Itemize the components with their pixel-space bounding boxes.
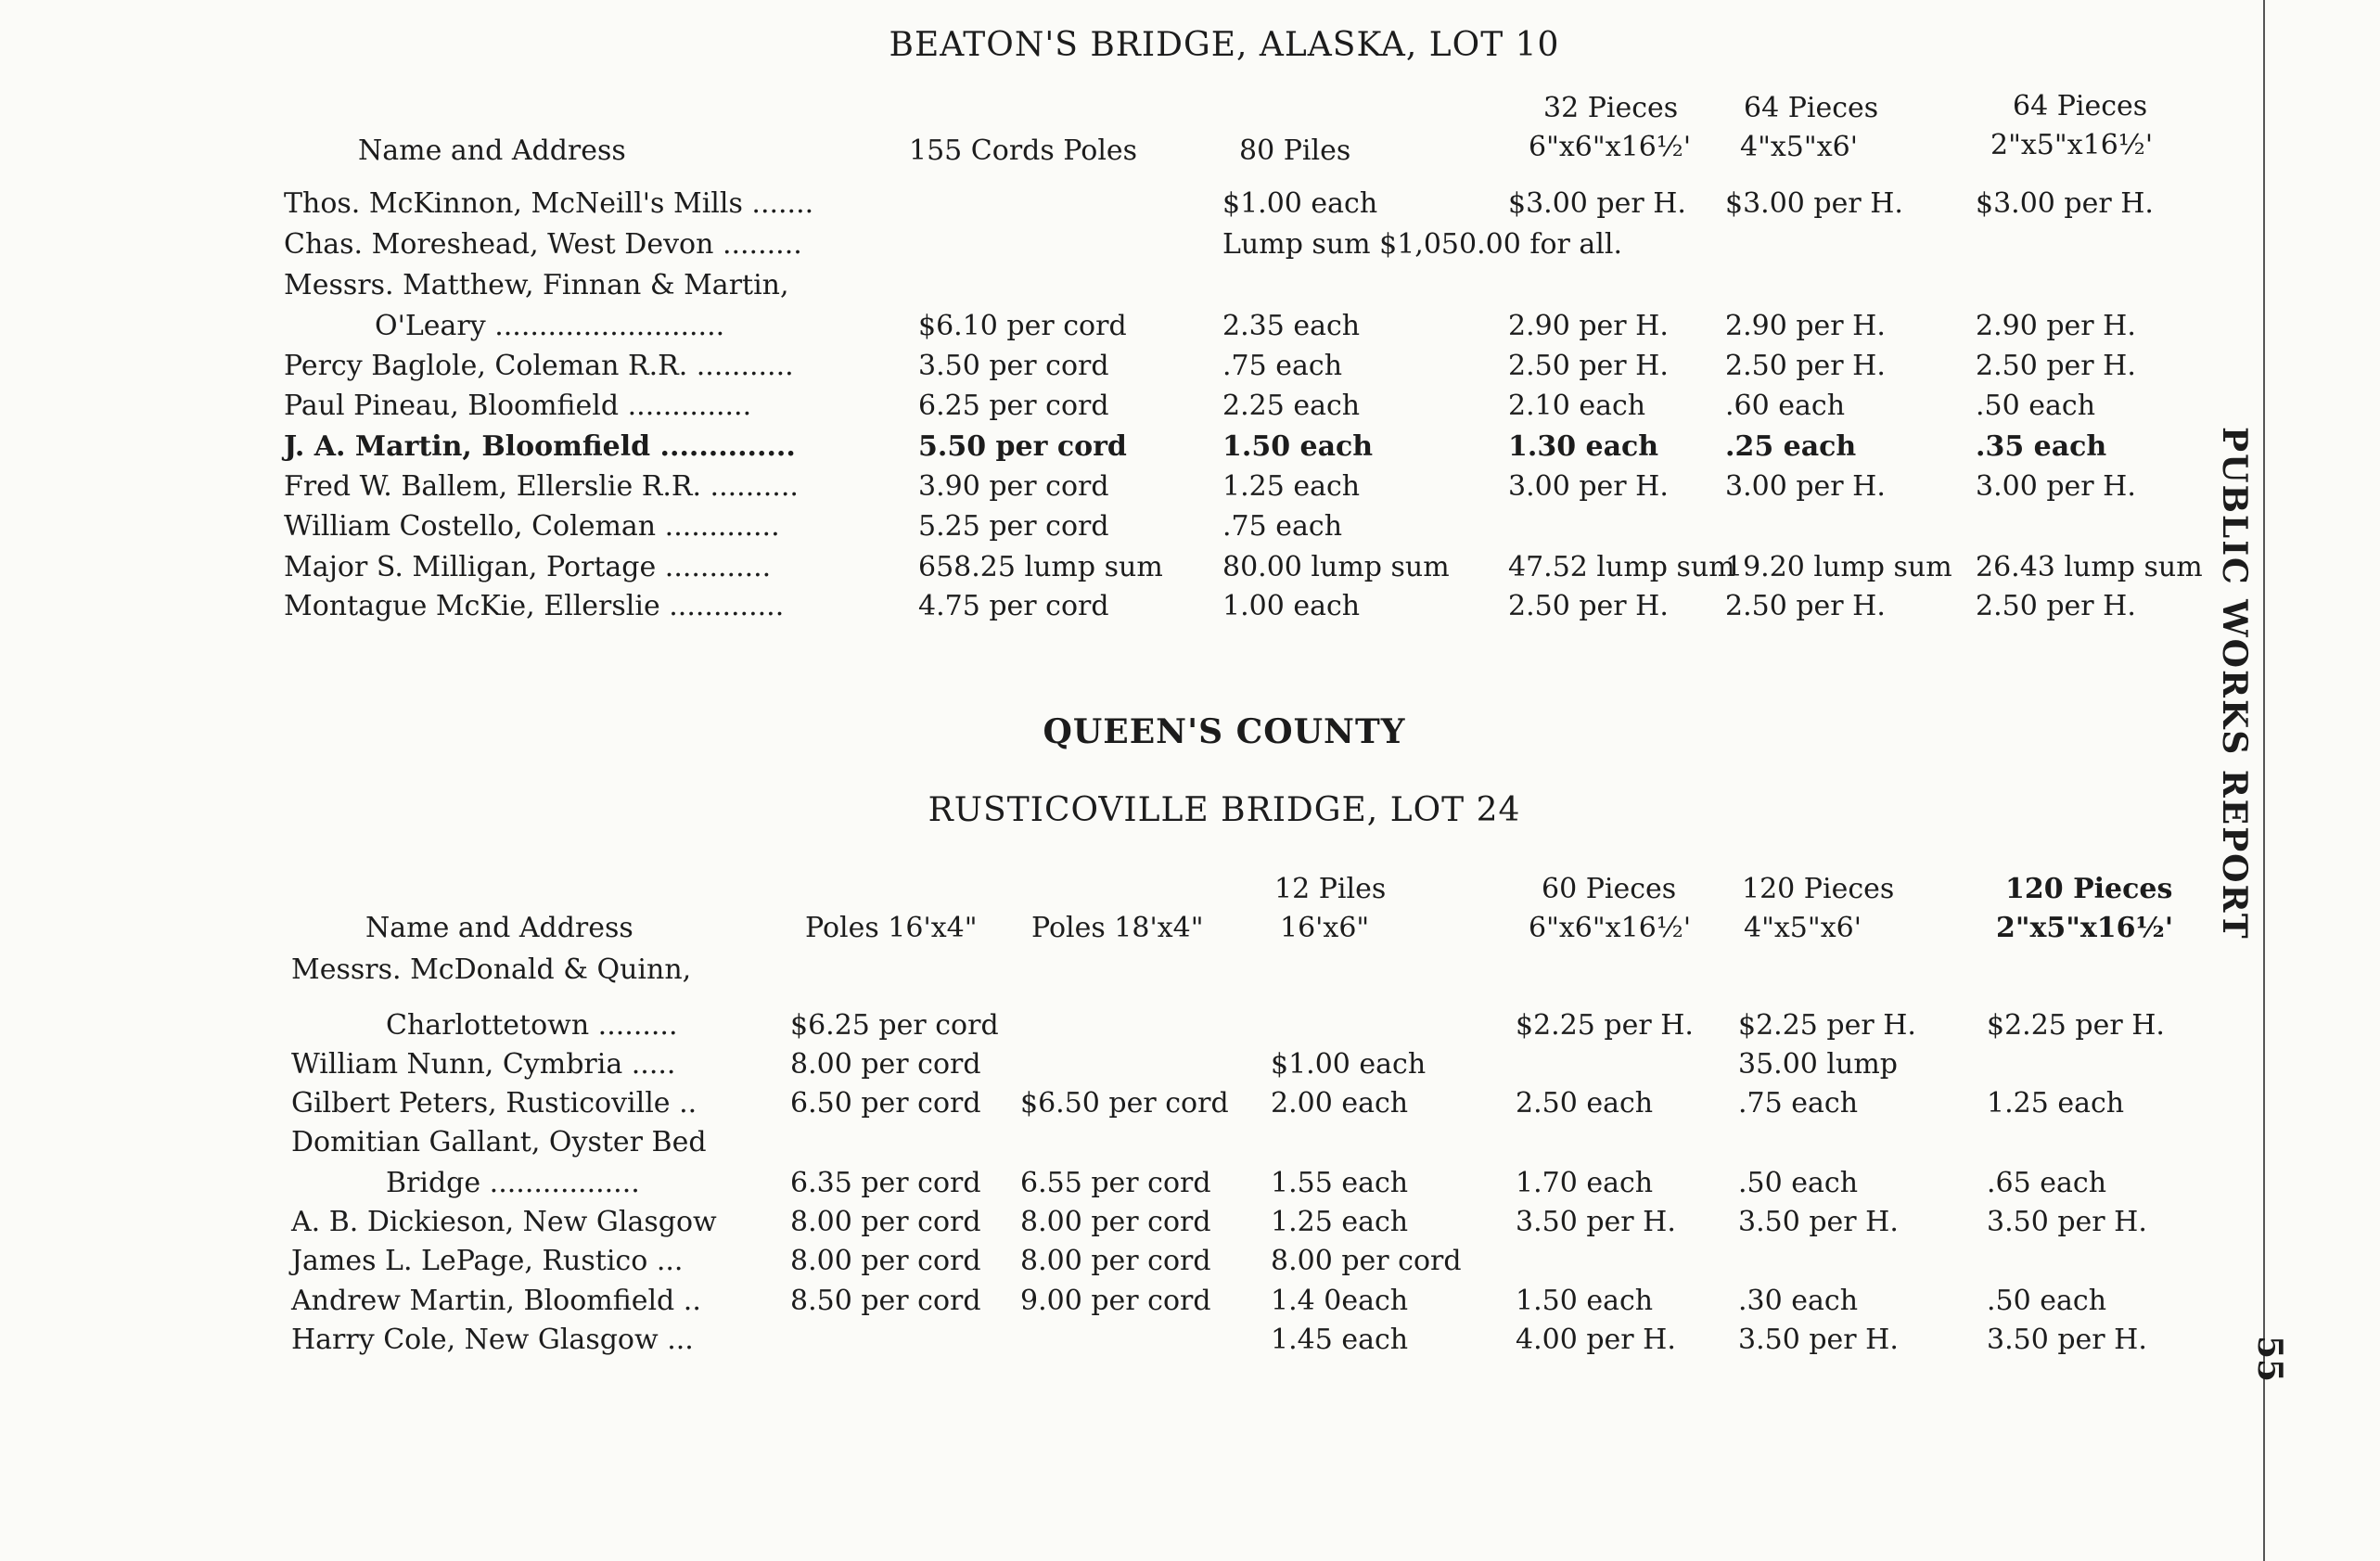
row-cell-c4: 4.00 per H. [1516,1324,1676,1356]
row-cell-c6: 3.50 per H. [1987,1324,2147,1356]
row-cell-c3: $3.00 per H. [1508,187,1686,220]
row-name-address: Harry Cole, New Glasgow ... [291,1324,694,1356]
row-cell-c5: 2.90 per H. [1976,310,2136,342]
table-row [0,1083,2226,1124]
row-name-address: Gilbert Peters, Rusticoville .. [291,1087,697,1120]
row-name-address: Messrs. McDonald & Quinn, [291,953,692,986]
row-cell-c2: 1.25 each [1222,470,1361,503]
table-row [0,306,2226,347]
row-cell-c4: 3.00 per H. [1725,470,1886,503]
s1-header-col3a: 32 Pieces [1543,92,1679,124]
row-cell-c2: .75 each [1222,510,1343,543]
s2-header-col2: Poles 18'x4" [1031,912,1204,944]
row-cell-c1: 5.50 per cord [918,430,1127,463]
row-cell-c4: 1.50 each [1516,1285,1654,1317]
table-row [0,467,2226,507]
s2-header-col6a: 120 Pieces [2005,873,2173,905]
row-cell-c2: 1.50 each [1222,430,1374,463]
row-cell-c4: 2.50 each [1516,1087,1654,1120]
row-cell-c5: 3.50 per H. [1738,1206,1899,1238]
table-row [0,1005,2226,1046]
table-row [0,265,2226,306]
row-cell-c2: Lump sum $1,050.00 for all. [1222,228,1623,261]
row-cell-c1: 6.50 per cord [790,1087,981,1120]
s1-header-col4a: 64 Pieces [1744,92,1879,124]
table-row [0,386,2226,427]
row-cell-c1: 8.00 per cord [790,1048,981,1081]
row-cell-c4: .25 each [1725,430,1857,463]
row-cell-c2: 2.25 each [1222,390,1361,422]
row-cell-c3: 2.10 each [1508,390,1646,422]
row-cell-c5: 35.00 lump [1738,1048,1898,1081]
row-name-address: Domitian Gallant, Oyster Bed [291,1126,707,1158]
row-cell-c3: 2.90 per H. [1508,310,1669,342]
s1-header-name: Name and Address [358,134,626,167]
row-name-address: O'Leary .......................... [375,310,725,342]
row-cell-c1: 658.25 lump sum [918,551,1163,583]
row-cell-c1: $6.25 per cord [790,1009,999,1042]
row-cell-c5: $2.25 per H. [1738,1009,1916,1042]
row-cell-c6: $2.25 per H. [1987,1009,2165,1042]
s2-header-col4a: 60 Pieces [1542,873,1677,905]
table-row [0,224,2226,265]
row-cell-c3: 2.50 per H. [1508,350,1669,382]
table-row [0,427,2226,467]
table-row [0,1163,2226,1204]
row-name-address: Major S. Milligan, Portage ............ [284,551,772,583]
row-cell-c1: 6.25 per cord [918,390,1109,422]
row-cell-c1: 3.50 per cord [918,350,1109,382]
row-name-address: James L. LePage, Rustico ... [291,1245,684,1277]
s2-header-col4b: 6"x6"x16½' [1529,912,1692,944]
row-cell-c2: 9.00 per cord [1020,1285,1211,1317]
running-title: PUBLIC WORKS REPORT [2215,427,2254,940]
s1-header-col5b: 2"x5"x16½' [1990,129,2154,161]
row-cell-c3: 1.45 each [1271,1324,1409,1356]
row-name-address: Chas. Moreshead, West Devon ......... [284,228,802,261]
table-row [0,506,2226,547]
table-row [0,1122,2226,1163]
row-cell-c6: .65 each [1987,1167,2107,1199]
s2-header-col5a: 120 Pieces [1742,873,1895,905]
row-name-address: Paul Pineau, Bloomfield .............. [284,390,752,422]
row-cell-c5: .75 each [1738,1087,1859,1120]
section1-title: BEATON'S BRIDGE, ALASKA, LOT 10 [889,26,1560,64]
s1-header-col5a: 64 Pieces [2013,90,2148,122]
row-cell-c4: 2.50 per H. [1725,590,1886,622]
row-cell-c2: 2.35 each [1222,310,1361,342]
row-cell-c5: 2.50 per H. [1976,590,2136,622]
s2-header-name: Name and Address [365,912,633,944]
row-cell-c1: 3.90 per cord [918,470,1109,503]
table-row [0,1320,2226,1361]
row-cell-c1: 8.50 per cord [790,1285,981,1317]
row-name-address: Montague McKie, Ellerslie ............. [284,590,785,622]
s2-header-col5b: 4"x5"x6' [1744,912,1862,944]
row-cell-c5: .50 each [1976,390,2096,422]
row-cell-c5: 2.50 per H. [1976,350,2136,382]
row-cell-c3: 2.00 each [1271,1087,1409,1120]
row-cell-c6: 3.50 per H. [1987,1206,2147,1238]
table-row [0,346,2226,387]
row-cell-c3: 1.4 0each [1271,1285,1409,1317]
row-cell-c2: 8.00 per cord [1020,1206,1211,1238]
row-cell-c3: 8.00 per cord [1271,1245,1462,1277]
row-name-address: William Costello, Coleman ............. [284,510,780,543]
row-cell-c3: 1.25 each [1271,1206,1409,1238]
section2-county: QUEEN'S COUNTY [1043,712,1406,751]
row-name-address: A. B. Dickieson, New Glasgow [291,1206,717,1238]
row-cell-c4: $3.00 per H. [1725,187,1903,220]
row-cell-c4: 1.70 each [1516,1167,1654,1199]
s1-header-col4b: 4"x5"x6' [1740,131,1858,163]
table-row [0,1044,2226,1085]
row-name-address: Charlottetown ......... [386,1009,678,1042]
row-cell-c3: 1.30 each [1508,430,1659,463]
margin-rule [2263,0,2265,1561]
row-name-address: Percy Baglole, Coleman R.R. ........... [284,350,794,382]
s2-header-col1: Poles 16'x4" [805,912,978,944]
table-row [0,547,2226,588]
page-number: 55 [2250,1336,2289,1383]
row-cell-c2: $1.00 each [1222,187,1378,220]
s2-header-col3b: 16'x6" [1280,912,1370,944]
row-cell-c5: .50 each [1738,1167,1859,1199]
row-cell-c4: $2.25 per H. [1516,1009,1694,1042]
row-cell-c6: 1.25 each [1987,1087,2125,1120]
row-cell-c5: 3.00 per H. [1976,470,2136,503]
row-cell-c5: $3.00 per H. [1976,187,2154,220]
row-cell-c5: 3.50 per H. [1738,1324,1899,1356]
row-cell-c1: 6.35 per cord [790,1167,981,1199]
table-row [0,586,2226,627]
row-name-address: Andrew Martin, Bloomfield .. [291,1285,701,1317]
row-cell-c1: $6.10 per cord [918,310,1127,342]
row-cell-c2: 1.00 each [1222,590,1361,622]
row-cell-c1: 5.25 per cord [918,510,1109,543]
row-cell-c2: 80.00 lump sum [1222,551,1450,583]
table-row [0,1202,2226,1243]
row-cell-c2: $6.50 per cord [1020,1087,1229,1120]
row-name-address: J. A. Martin, Bloomfield .............. [284,430,796,463]
table-row [0,1281,2226,1322]
row-cell-c3: 2.50 per H. [1508,590,1669,622]
row-cell-c1: 4.75 per cord [918,590,1109,622]
s1-header-col2: 80 Piles [1239,134,1351,167]
row-name-address: Bridge ................. [386,1167,640,1199]
row-cell-c5: .30 each [1738,1285,1859,1317]
s2-header-col6b: 2"x5"x16½' [1996,912,2174,944]
row-cell-c5: .35 each [1976,430,2107,463]
row-cell-c4: 2.90 per H. [1725,310,1886,342]
row-cell-c6: .50 each [1987,1285,2107,1317]
row-name-address: Messrs. Matthew, Finnan & Martin, [284,269,789,301]
section2-title: RUSTICOVILLE BRIDGE, LOT 24 [928,791,1521,829]
row-cell-c1: 8.00 per cord [790,1245,981,1277]
s2-header-col3a: 12 Piles [1274,873,1387,905]
table-row [0,950,2226,991]
row-cell-c4: 3.50 per H. [1516,1206,1676,1238]
row-cell-c3: $1.00 each [1271,1048,1427,1081]
row-cell-c4: 19.20 lump sum [1725,551,1952,583]
row-name-address: William Nunn, Cymbria ..... [291,1048,676,1081]
row-cell-c3: 3.00 per H. [1508,470,1669,503]
row-cell-c4: .60 each [1725,390,1846,422]
row-cell-c1: 8.00 per cord [790,1206,981,1238]
row-cell-c5: 26.43 lump sum [1976,551,2203,583]
row-cell-c2: .75 each [1222,350,1343,382]
s1-header-col1: 155 Cords Poles [909,134,1138,167]
row-name-address: Fred W. Ballem, Ellerslie R.R. .......... [284,470,799,503]
s1-header-col3b: 6"x6"x16½' [1529,131,1692,163]
row-cell-c4: 2.50 per H. [1725,350,1886,382]
row-cell-c3: 1.55 each [1271,1167,1409,1199]
row-name-address: Thos. McKinnon, McNeill's Mills ....... [284,187,814,220]
row-cell-c2: 6.55 per cord [1020,1167,1211,1199]
table-row [0,184,2226,224]
row-cell-c2: 8.00 per cord [1020,1245,1211,1277]
table-row [0,1241,2226,1282]
row-cell-c3: 47.52 lump sum [1508,551,1735,583]
